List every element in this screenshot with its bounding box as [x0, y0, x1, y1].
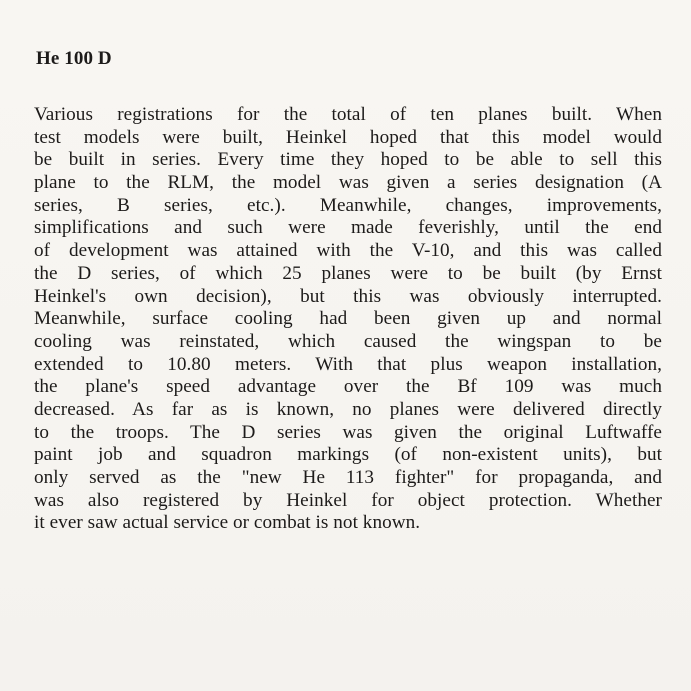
body-paragraph	[34, 104, 662, 535]
paragraph-line: to the troops. The D series was given the original Luftwaffe	[34, 421, 662, 443]
paragraph-line: series, B series, etc.). Meanwhile, changes, improvements,	[34, 194, 662, 216]
paragraph-line: be built in series. Every time they hoped to be able to sell this	[34, 149, 662, 171]
paragraph-line: the D series, of which 25 planes were to be built (by Ernst	[34, 262, 662, 284]
paragraph-line: only served as the "new He 113 fighter" for propaganda, and	[34, 467, 662, 488]
paragraph-line: Various registrations for the total of ten planes built. When	[34, 104, 662, 125]
paragraph-line: cooling was reinstated, which caused the wingspan to be	[34, 330, 662, 352]
paragraph-line: simplifications and such were made feverishly, until the end	[34, 217, 662, 239]
paragraph-line: Heinkel's own decision), but this was obviously interrupted.	[34, 285, 662, 307]
paragraph-line: decreased. As far as is known, no planes were delivered directly	[34, 398, 662, 420]
paragraph-line: Meanwhile, surface cooling had been given up and normal	[34, 308, 662, 330]
paragraph-line: plane to the RLM, the model was given a series designation (A	[34, 172, 662, 194]
paragraph-line: paint job and squadron markings (of non-existent units), but	[34, 444, 662, 466]
paragraph-line: of development was attained with the V-10, and this was called	[34, 240, 662, 262]
paragraph-line: it ever saw actual service or combat is not known.	[34, 512, 421, 534]
paragraph-line: was also registered by Heinkel for object protection. Whether	[34, 489, 662, 511]
paragraph-line: extended to 10.80 meters. With that plus weapon installation,	[34, 353, 662, 375]
paragraph-line: the plane's speed advantage over the Bf 109 was much	[34, 376, 662, 398]
paragraph-line: test models were built, Heinkel hoped that this model would	[34, 126, 662, 148]
section-heading: He 100 D	[36, 48, 112, 69]
